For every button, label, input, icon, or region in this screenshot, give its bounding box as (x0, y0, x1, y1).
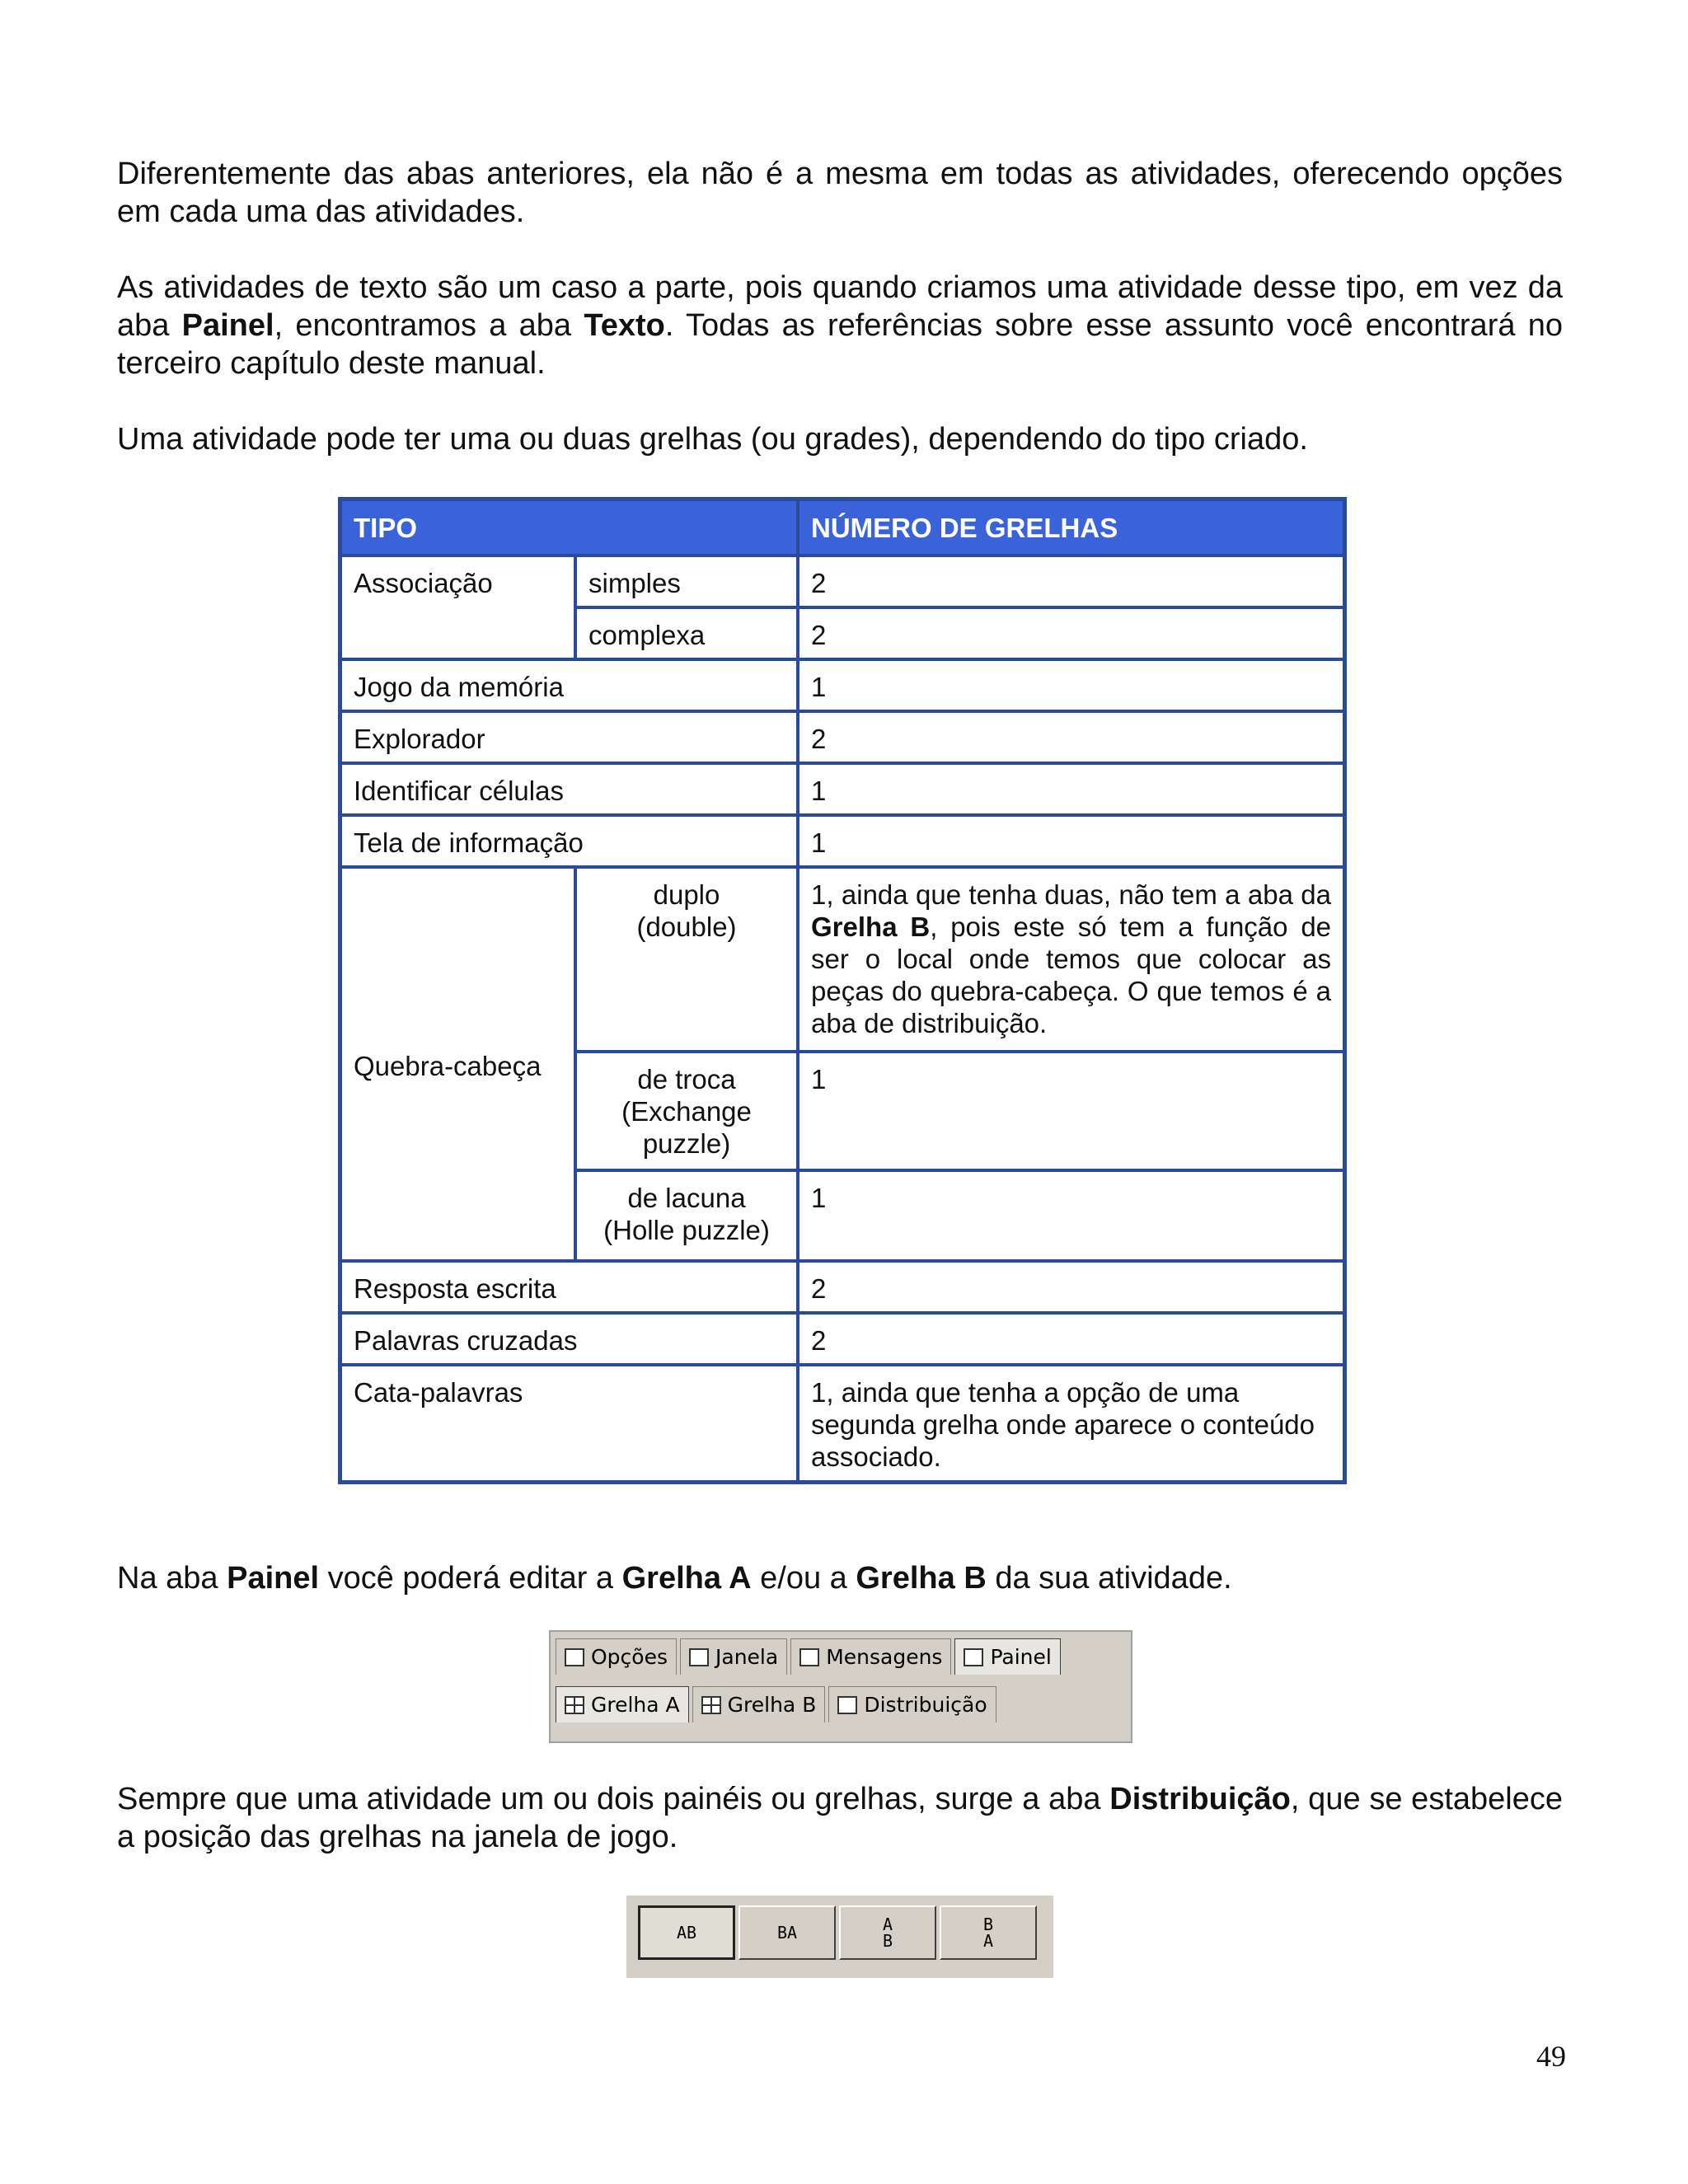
top-tab-row (556, 1638, 1064, 1675)
cell-lacuna-n: 1 (798, 1170, 1344, 1261)
cell-duplo-n: 1, ainda que tenha duas, não tem a aba da Grelha B, pois este só tem a função de ser o local onde temos que colocar as peças do quebra-cabeça. O que temos é a aba de distribuição. (798, 867, 1344, 1052)
tab-janela-label: Janela (715, 1645, 779, 1669)
cell-palavras-n: 2 (798, 1313, 1344, 1365)
cell-cata-n: 1, ainda que tenha a opção de uma segunda grelha onde aparece o conteúdo associado. (798, 1365, 1344, 1482)
page-number: 49 (1536, 2040, 1566, 2073)
bottom-tab-row (556, 1686, 1000, 1722)
cell-palavras: Palavras cruzadas (340, 1313, 798, 1365)
paragraph-2: As atividades de texto são um caso a parte, pois quando criamos uma atividade desse tipo, em vez da aba Painel, encontramos a aba Texto. Todas as referências sobre esse assunto você encontrará no terceiro capítulo deste manual. (117, 270, 1563, 381)
tab-janela[interactable] (680, 1638, 787, 1675)
cell-troca: de troca (Exchange puzzle) (575, 1052, 798, 1170)
tab-grelha-a[interactable] (556, 1686, 689, 1722)
cell-resposta-n: 2 (798, 1261, 1344, 1313)
tab-painel[interactable] (954, 1638, 1060, 1675)
cell-simples-n: 2 (798, 555, 1344, 607)
layout-ab-label: AB (676, 1923, 697, 1943)
layout-b-over-a-top: B (982, 1915, 994, 1934)
layout-ba-button[interactable] (738, 1905, 836, 1960)
cell-explorador: Explorador (340, 711, 798, 763)
grid-icon (701, 1696, 721, 1714)
cell-explorador-n: 2 (798, 711, 1344, 763)
cell-troca-n: 1 (798, 1052, 1344, 1170)
cell-simples: simples (575, 555, 798, 607)
header-numero: NÚMERO DE GRELHAS (798, 499, 1344, 555)
distribution-buttons (626, 1896, 1053, 1978)
tab-opcoes-label: Opções (591, 1645, 668, 1669)
list-icon (565, 1648, 584, 1666)
paragraph-4: Na aba Painel você poderá editar a Grelha A e/ou a Grelha B da sua atividade. (117, 1561, 1232, 1596)
cell-lacuna: de lacuna (Holle puzzle) (575, 1170, 798, 1261)
layout-ab-button[interactable] (638, 1905, 735, 1960)
tab-grelha-b-label: Grelha B (727, 1693, 817, 1717)
tab-opcoes[interactable] (556, 1638, 677, 1675)
tab-mensagens[interactable] (790, 1638, 951, 1675)
layout-b-over-a-bottom: A (982, 1931, 994, 1951)
cell-tela: Tela de informação (340, 815, 798, 867)
paragraph-1: Diferentemente das abas anteriores, ela não é a mesma em todas as atividades, oferecendo opções em cada uma das atividades. (117, 157, 1563, 229)
cell-associacao: Associação (340, 555, 575, 659)
cell-complexa: complexa (575, 607, 798, 659)
cell-quebra: Quebra-cabeça (340, 867, 575, 1261)
tab-grelha-b[interactable] (692, 1686, 826, 1722)
grid-count-table (338, 497, 1347, 1484)
cell-tela-n: 1 (798, 815, 1344, 867)
paragraph-3: Uma atividade pode ter uma ou duas grelhas (ou grades), dependendo do tipo criado. (117, 422, 1308, 457)
cell-duplo: duplo (double) (575, 867, 798, 1052)
header-tipo: TIPO (340, 499, 798, 555)
cell-cata: Cata-palavras (340, 1365, 798, 1482)
panel-icon (964, 1648, 983, 1666)
layout-b-over-a-button[interactable] (940, 1905, 1037, 1960)
layout-ba-label: BA (776, 1923, 798, 1943)
tab-distribuicao-label: Distribuição (864, 1693, 987, 1717)
tab-mensagens-label: Mensagens (826, 1645, 943, 1669)
layout-a-over-b-top: A (882, 1915, 893, 1934)
cell-resposta: Resposta escrita (340, 1261, 798, 1313)
tab-grelha-a-label: Grelha A (591, 1693, 680, 1717)
paragraph-5: Sempre que uma atividade um ou dois painéis ou grelhas, surge a aba Distribuição, que se estabelece a posição das grelhas na janela de jogo. (117, 1782, 1563, 1854)
cell-jogo-n: 1 (798, 659, 1344, 711)
window-icon (689, 1648, 709, 1666)
painel-tabs-screenshot (549, 1630, 1132, 1743)
layout-a-over-b-button[interactable] (839, 1905, 936, 1960)
grid-icon (565, 1696, 584, 1714)
message-icon (799, 1648, 819, 1666)
layout-icon (837, 1696, 857, 1714)
cell-identificar-n: 1 (798, 763, 1344, 815)
tab-distribuicao[interactable] (828, 1686, 996, 1722)
cell-jogo: Jogo da memória (340, 659, 798, 711)
tab-painel-label: Painel (990, 1645, 1052, 1669)
layout-a-over-b-bottom: B (882, 1931, 893, 1951)
cell-complexa-n: 2 (798, 607, 1344, 659)
cell-identificar: Identificar células (340, 763, 798, 815)
